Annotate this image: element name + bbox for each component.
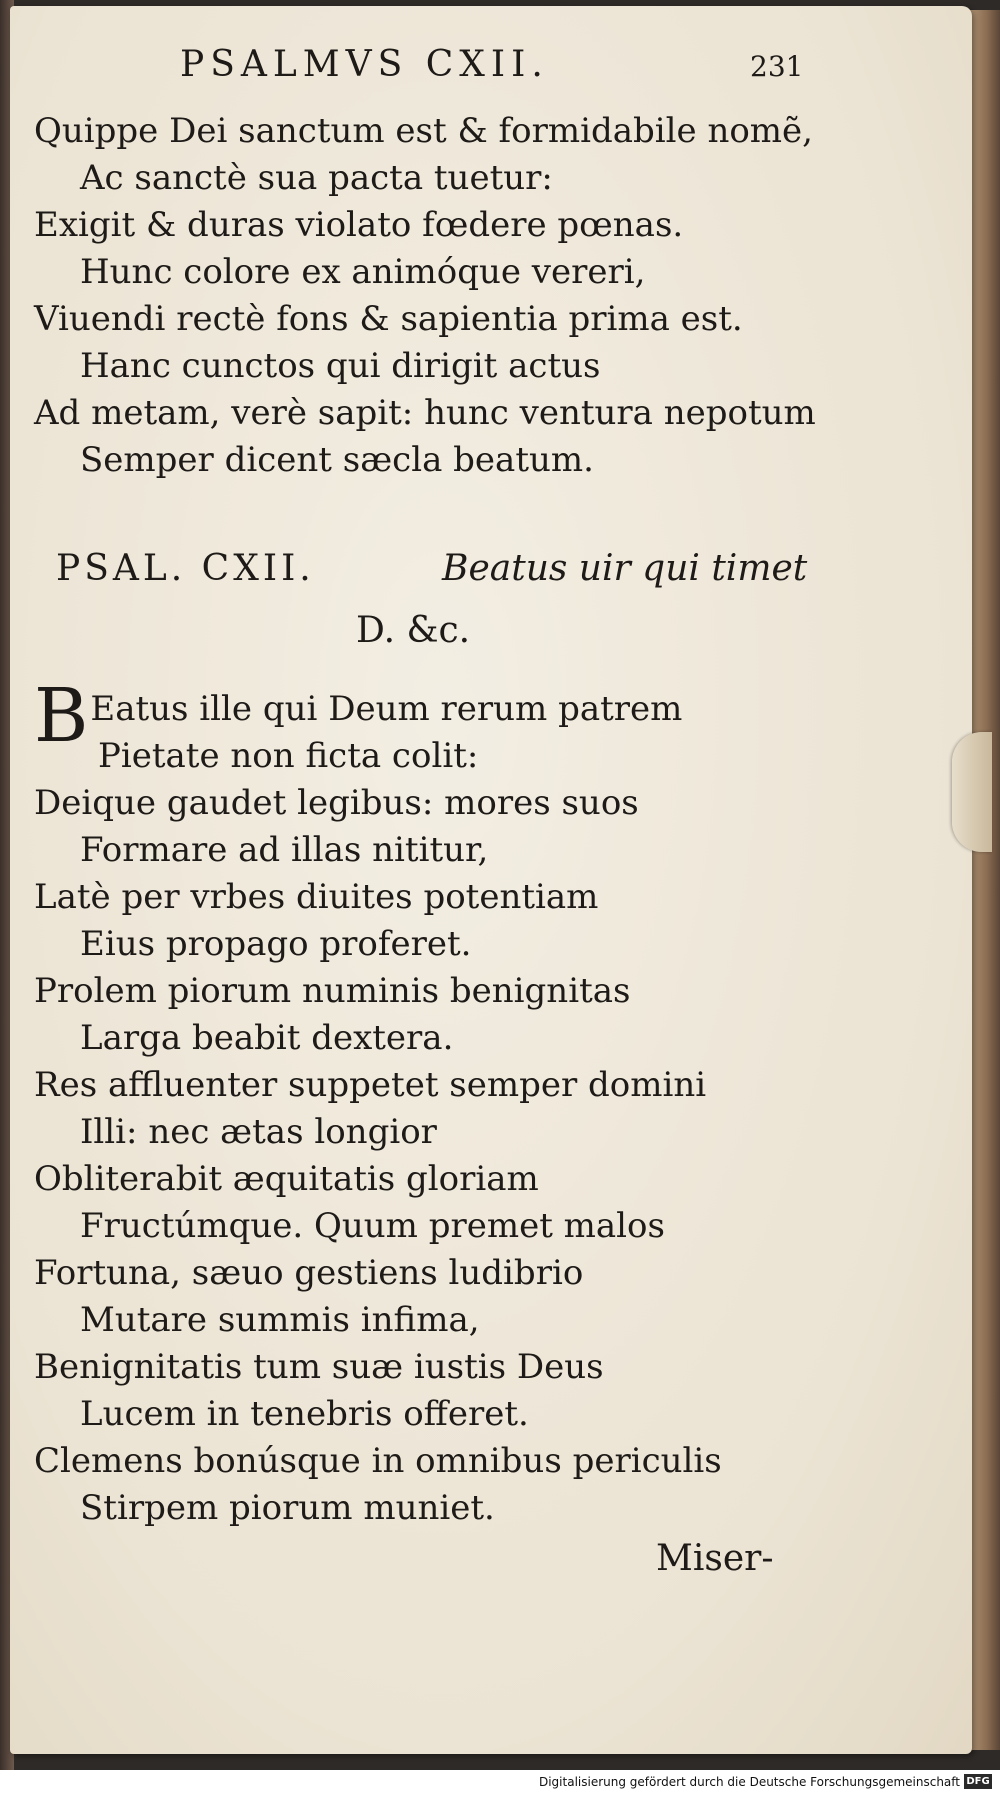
verse-line: Viuendi rectè fons & sapientia prima est. <box>34 299 743 339</box>
verse-line: Quippe Dei sanctum est & formidabile nomẽ, <box>34 111 813 151</box>
verse-line: Fortuna, sæuo gestiens ludibrio <box>34 1253 584 1293</box>
verse-line: Eatus ille qui Deum rerum patrem <box>90 689 683 729</box>
verse-line: Res affluenter suppetet semper domini <box>34 1065 707 1105</box>
verse-line: Pietate non ficta colit: <box>98 736 479 776</box>
running-head: PSALMVS CXII. <box>180 44 549 85</box>
catchword: Miser- <box>656 1538 774 1579</box>
psalm-heading: PSAL. CXII. <box>56 548 315 589</box>
verse-line: Deique gaudet legibus: mores suos <box>34 783 639 823</box>
dfg-logo: DFG <box>964 1774 992 1789</box>
psalm-incipit-continuation: D. &c. <box>356 610 471 651</box>
verse-line: Obliterabit æquitatis gloriam <box>34 1159 539 1199</box>
verse-line: Eius propago proferet. <box>80 924 472 964</box>
verse-line: Clemens bonúsque in omnibus periculis <box>34 1441 722 1481</box>
verse-block-2 <box>34 673 722 1532</box>
verse-line: Lucem in tenebris offeret. <box>80 1394 529 1434</box>
page-edges <box>968 10 1000 1750</box>
verse-line: Hunc colore ex animóque vereri, <box>80 252 646 292</box>
verse-line: Prolem piorum numinis benignitas <box>34 971 631 1011</box>
verse-line: Ad metam, verè sapit: hunc ventura nepotum <box>34 393 816 433</box>
verse-line: Ac sanctè sua pacta tuetur: <box>80 158 553 198</box>
drop-capital: B <box>34 673 89 759</box>
verse-line: Latè per vrbes diuites potentiam <box>34 877 599 917</box>
verse-line: Larga beabit dextera. <box>80 1018 454 1058</box>
verse-line: Hanc cunctos qui dirigit actus <box>80 346 601 386</box>
digitization-credit: Digitalisierung gefördert durch die Deutsche Forschungsgemeinschaft <box>538 1775 960 1789</box>
verse-line: Formare ad illas nititur, <box>80 830 489 870</box>
page-number: 231 <box>750 50 804 83</box>
verse-line: Semper dicent sæcla beatum. <box>80 440 594 480</box>
verse-line: Stirpem piorum muniet. <box>80 1488 495 1528</box>
page-tab <box>952 732 992 852</box>
psalm-incipit: Beatus uir qui timet <box>442 548 808 589</box>
verse-line: Illi: nec ætas longior <box>80 1112 437 1152</box>
verse-line: Fructúmque. Quum premet malos <box>80 1206 665 1246</box>
verse-line: Benignitatis tum suæ iustis Deus <box>34 1347 604 1387</box>
verse-line: Mutare summis infima, <box>80 1300 480 1340</box>
verse-block-1 <box>34 108 816 484</box>
verse-line: Exigit & duras violato fœdere pœnas. <box>34 205 684 245</box>
